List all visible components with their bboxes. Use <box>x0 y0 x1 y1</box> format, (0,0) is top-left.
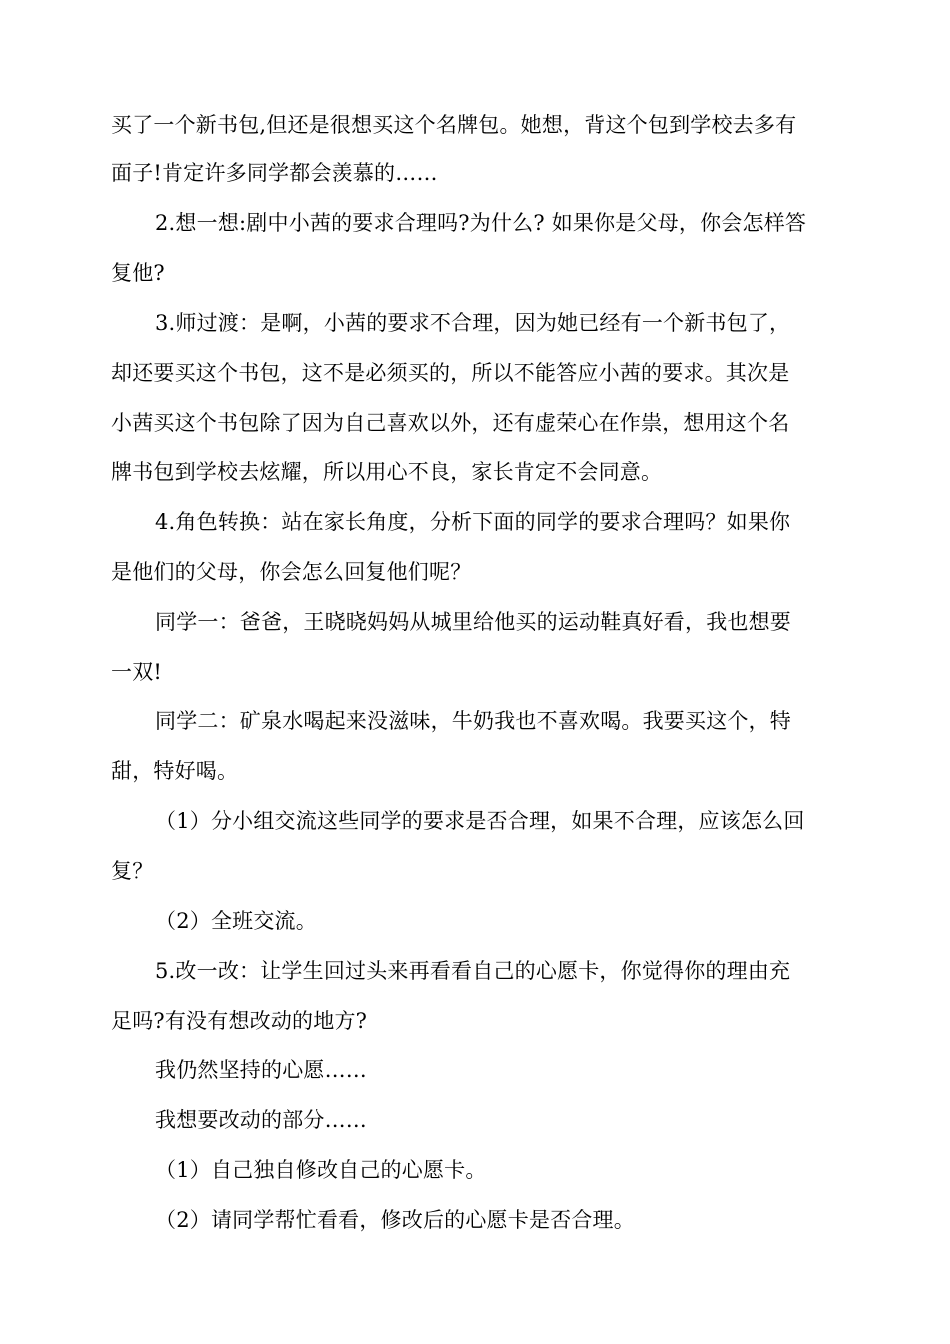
text-line: 牌书包到学校去炫耀，所以用心不良，家长肯定不会同意。 <box>111 460 663 484</box>
text-line: 小茜买这个书包除了因为自己喜欢以外，还有虚荣心在作祟，想用这个名 <box>111 411 790 435</box>
text-line: 复他? <box>111 261 165 285</box>
text-line: 3.师过渡：是啊，小茜的要求不合理，因为她已经有一个新书包了， <box>155 311 791 335</box>
text-line: 同学二：矿泉水喝起来没滋味，牛奶我也不喜欢喝。我要买这个，特 <box>155 709 791 733</box>
text-line: 同学一：爸爸，王晓晓妈妈从城里给他买的运动鞋真好看，我也想要 <box>155 610 791 634</box>
text-line: 复？ <box>111 859 154 883</box>
text-line: 我仍然坚持的心愿…… <box>155 1058 367 1082</box>
text-line: （1）分小组交流这些同学的要求是否合理，如果不合理，应该怎么回 <box>155 809 805 833</box>
text-line: 足吗?有没有想改动的地方? <box>111 1009 368 1033</box>
text-line: 面子!肯定许多同学都会羡慕的…… <box>111 161 438 185</box>
text-line: 4.角色转换：站在家长角度，分析下面的同学的要求合理吗？如果你 <box>155 510 791 534</box>
text-line: 是他们的父母，你会怎么回复他们呢？ <box>111 560 472 584</box>
text-line: 甜，特好喝。 <box>111 759 239 783</box>
text-line: （2）全班交流。 <box>155 909 317 933</box>
text-line: 我想要改动的部分…… <box>155 1108 367 1132</box>
text-line: 却还要买这个书包，这不是必须买的，所以不能答应小茜的要求。其次是 <box>111 361 790 385</box>
text-line: （1）自己独自修改自己的心愿卡。 <box>155 1158 487 1182</box>
text-line: 2.想一想:剧中小茜的要求合理吗?为什么? 如果你是父母，你会怎样答 <box>155 211 807 235</box>
text-line: 5.改一改：让学生回过头来再看看自己的心愿卡，你觉得你的理由充 <box>155 959 791 983</box>
text-line: （2）请同学帮忙看看，修改后的心愿卡是否合理。 <box>155 1208 635 1232</box>
text-line: 一双! <box>111 660 163 684</box>
text-line: 买了一个新书包,但还是很想买这个名牌包。她想，背这个包到学校去多有 <box>111 113 797 137</box>
